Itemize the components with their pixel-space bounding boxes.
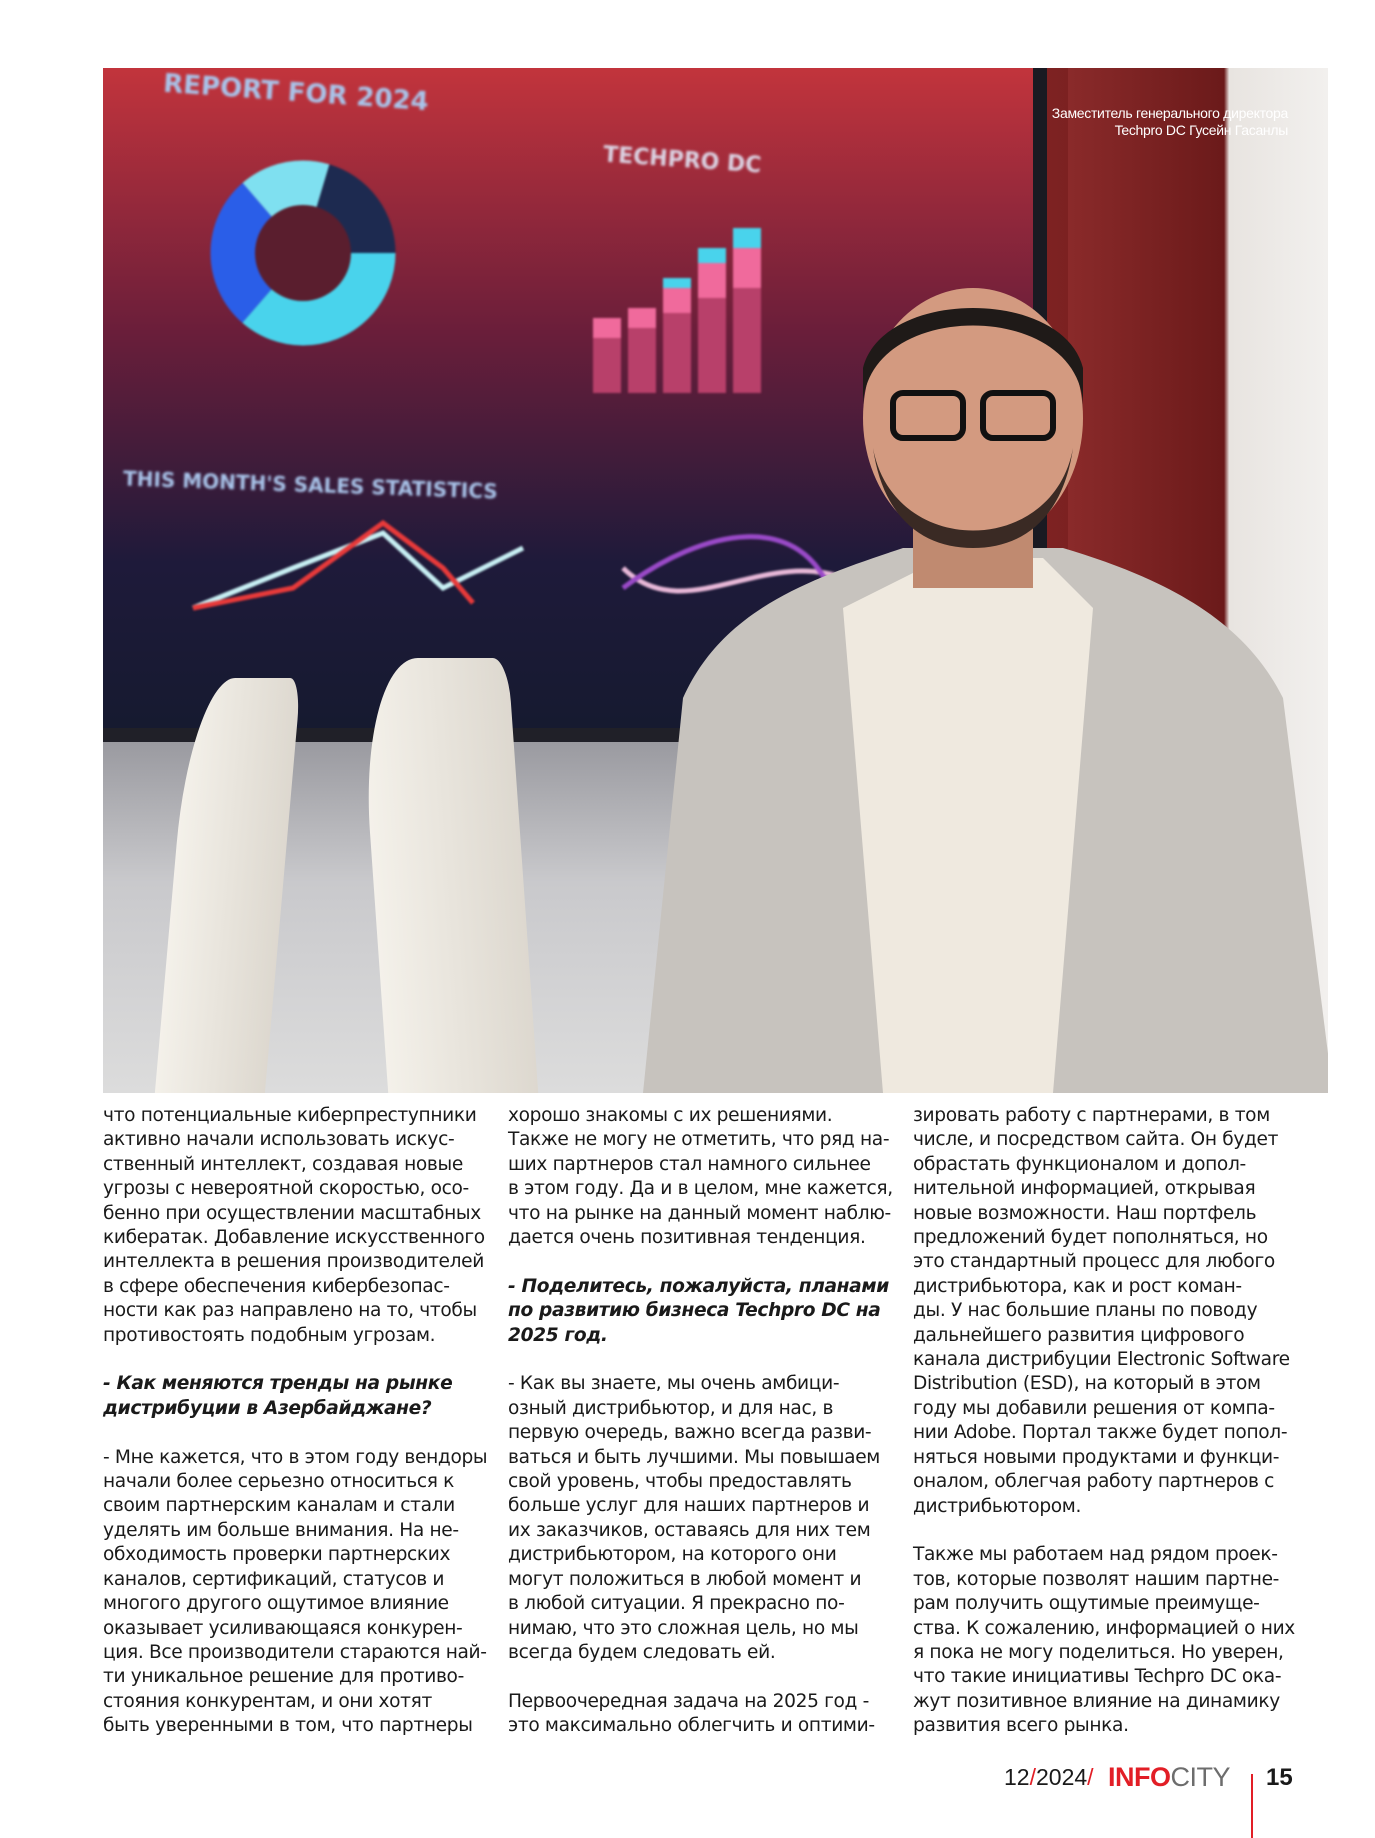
screen-report-title: REPORT FOR 2024 xyxy=(162,68,430,118)
article-column-1 xyxy=(103,1104,493,1763)
issue-date xyxy=(1004,1764,1094,1791)
interview-question: - Поделитесь, пожалуйста, планами по развитию бизнеса Techpro DC на 2025 год. xyxy=(508,1275,889,1346)
paragraph: Также мы работаем над рядом проек- тов, которые позволят нашим партне- рам получить ощутимые преимуще- ства. К сожалению, информацией о них я пока не могу поделиться. Но уверен, что такие инициативы Techpro DC ока- жут позитивное влияние на динамику развития всего рынка. xyxy=(913,1544,1295,1737)
paragraph: - Как вы знаете, мы очень амбици- озный дистрибьютор, и для нас, в первую очередь, важно всегда разви- ваться и быть лучшими. Мы повышаем свой уровень, чтобы предоставлять больше услуг для наших партнеров и их заказчиков, оставаясь для них тем дистрибьютором, на которого они могут положиться в любой момент и в любой ситуации. Я прекрасно по- нимаю, что это сложная цель, но мы всегда будем следовать ей. xyxy=(508,1373,880,1663)
article-column-3 xyxy=(913,1104,1303,1763)
paragraph: - Мне кажется, что в этом году вендоры начали более серьезно относиться к своим партнерским каналам и стали уделять им больше внимания. На не- обходимость проверки партнерских каналов, сертификаций, статусов и многого другого ощутимое влияние оказывает усиливающаяся конкурен- ция. Все производители стараются най- ти уникальное решение для противо- стояния конкурентам, и они хотят быть уверенными в том, что партнеры xyxy=(103,1446,488,1737)
donut-chart-graphic xyxy=(203,153,403,353)
slash: / xyxy=(1087,1764,1094,1790)
infocity-logo xyxy=(1108,1762,1230,1793)
caption-line-1: Заместитель генерального директора xyxy=(1051,105,1288,121)
divider xyxy=(1251,1774,1253,1838)
article-column-2 xyxy=(508,1104,898,1763)
logo-bold: INFO xyxy=(1108,1762,1171,1792)
slash: / xyxy=(1029,1764,1036,1790)
flag-techpro xyxy=(358,658,538,1093)
logo-light: CITY xyxy=(1170,1762,1231,1792)
caption-line-2: Techpro DC Гусейн Гасанлы xyxy=(1114,122,1288,138)
page-number: 15 xyxy=(1266,1764,1293,1791)
paragraph: Первоочередная задача на 2025 год - это максимально облегчить и оптими- xyxy=(508,1690,875,1737)
screen-sales-title: THIS MONTH'S SALES STATISTICS xyxy=(122,466,499,504)
paragraph: хорошо знакомы с их решениями. Также не могу не отметить, что ряд на- ших партнеров стал намного сильнее в этом году. Да и в целом, мне кажется, что на рынке на данный момент наблю- дается очень позитивная тенденция. xyxy=(508,1105,893,1249)
person-photo xyxy=(643,278,1328,1093)
interview-question: - Как меняются тренды на рынке дистрибуции в Азербайджане? xyxy=(103,1373,453,1419)
paragraph: зировать работу с партнерами, в том числе, и посредством сайта. Он будет обрастать функционалом и допол- нительной информацией, открывая новые возможности. Наш портфель предложений будет пополняться, но это стандартный процесс для любого дистрибьютора, как и рост коман- ды. У нас большие планы по поводу дальнейшего развития цифрового канала дистрибуции Electronic Software Distribution (ESD), на который в этом году мы добавили решения от компа- нии Adobe. Портал также будет попол- няться новыми продуктами и функци- оналом, облегчая работу партнеров с дистрибьютором. xyxy=(913,1105,1290,1517)
photo-caption xyxy=(1052,105,1288,139)
page-footer xyxy=(1000,1764,1375,1838)
screen-brand: TECHPRO DC xyxy=(602,142,763,179)
issue-month: 12 xyxy=(1004,1764,1030,1790)
issue-year: 2024 xyxy=(1035,1764,1088,1790)
paragraph: что потенциальные киберпреступники активно начали использовать искус- ственный интеллект, создавая новые угрозы с невероятной скоростью, осо- бенно при осуществлении масштабных кибератак. Добавление искусственного интеллекта в решения производителей в сфере обеспечения кибербезопас- ности как раз направлено на то, чтобы противостоять подобным угрозам. xyxy=(103,1105,485,1346)
article-photo xyxy=(103,68,1328,1093)
